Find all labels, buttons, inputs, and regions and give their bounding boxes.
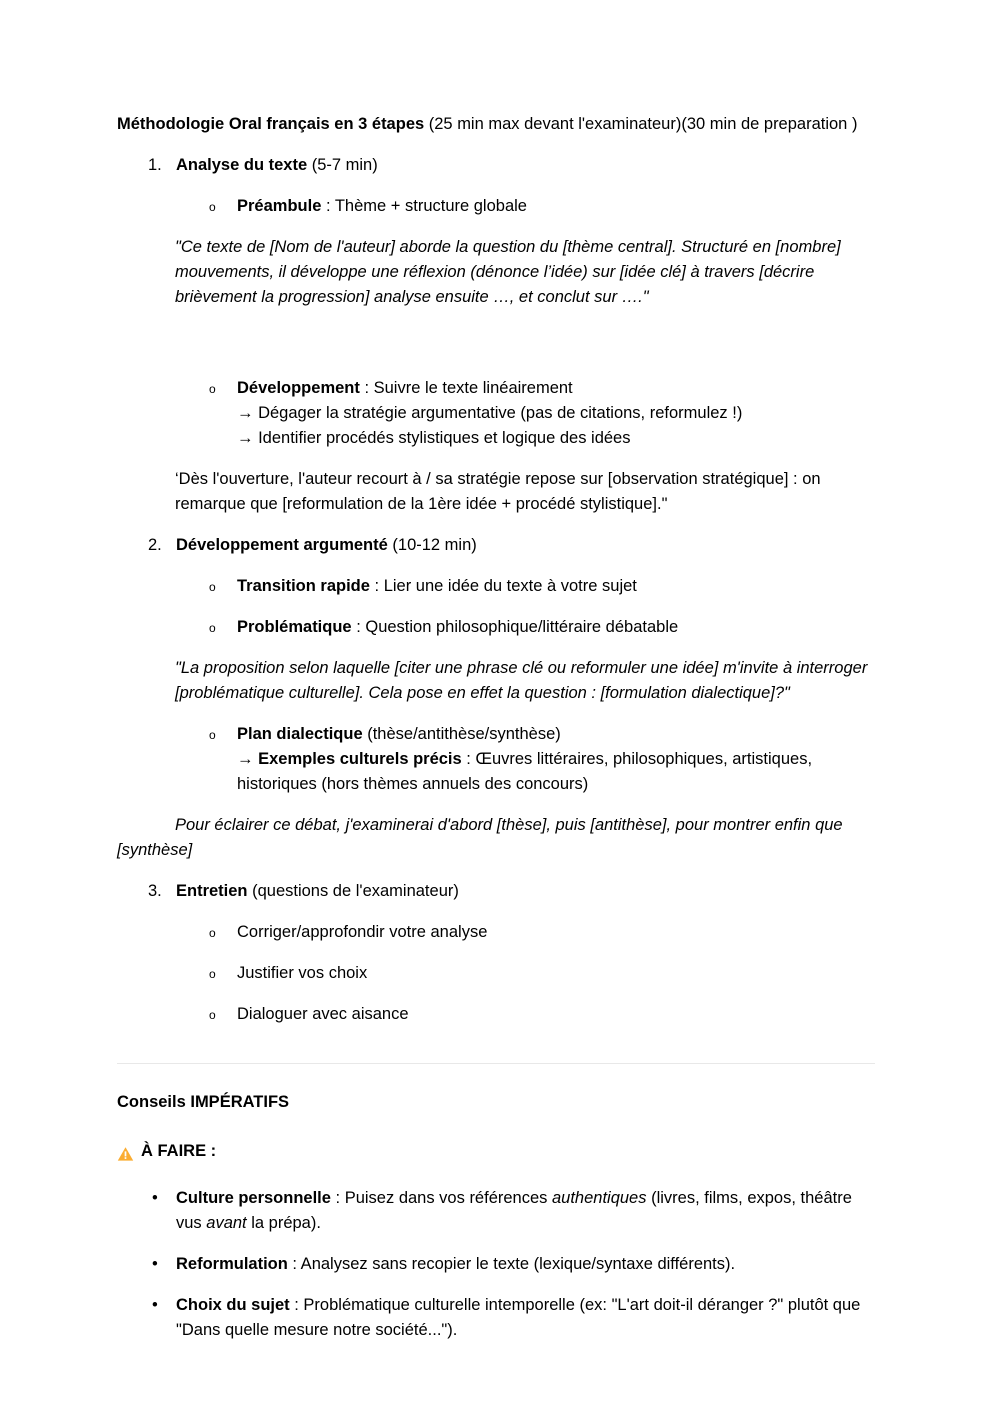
conseil-item-choix-sujet-bold: Choix du sujet <box>176 1296 290 1314</box>
step-3-sub-justifier <box>117 961 875 986</box>
conseil-item-choix-sujet-part1: : Problématique culturelle intemporelle (ex: "L'art doit-il déranger ?" plutôt que "Dans quelle mesure notre société..."). <box>176 1296 861 1339</box>
warning-triangle-icon <box>117 1145 134 1161</box>
examples-culturels-line <box>237 747 875 797</box>
page-title-rest: (25 min max devant l'examinateur)(30 min de preparation ) <box>424 115 858 133</box>
step-1-detail: (5-7 min) <box>307 156 378 174</box>
circle-bullet-icon: o <box>209 382 216 396</box>
step-2-sub-problematique <box>117 615 875 640</box>
conseil-item-culture-part2: (livres, films, expos, théâtre vus <box>176 1189 852 1232</box>
step-3-detail: (questions de l'examinateur) <box>247 882 459 900</box>
step-2-number: 2. <box>148 536 162 554</box>
step-1-sub-developpement-label: Développement <box>237 379 360 397</box>
quote-problematique-model: "La proposition selon laquelle [citer une phrase clé ou reformuler une idée] m'invite à interroger [problématique culturelle]. Cela pose en effet la question : [formulation dialectique]?" <box>175 659 868 702</box>
disc-bullet-icon: • <box>152 1255 158 1273</box>
conseil-item-culture-italic2: avant <box>206 1214 247 1232</box>
examples-culturels-rest: : Œuvres littéraires, philosophiques, artistiques, historiques (hors thèmes annuels des concours) <box>237 750 813 793</box>
disc-bullet-icon: • <box>152 1189 158 1207</box>
quote-preambule-model: "Ce texte de [Nom de l'auteur] aborde la question du [thème central]. Structuré en [nombre] mouvements, il développe une réflexion (dénonce l’idée) sur [idée clé] à travers [décrire brièvement la progression] analyse ensuite …, et conclut sur …." <box>175 238 841 306</box>
circle-bullet-icon: o <box>209 967 216 981</box>
step-2-sub-transition <box>117 574 875 599</box>
a-faire-label: À FAIRE : <box>141 1142 217 1160</box>
circle-bullet-icon: o <box>209 200 216 214</box>
step-1-label: Analyse du texte <box>176 156 308 174</box>
step-1-sub-preambule-detail: : Thème + structure globale <box>321 197 527 215</box>
circle-bullet-icon: o <box>209 621 216 635</box>
a-faire-heading <box>117 1139 875 1164</box>
step-2-detail: (10-12 min) <box>387 536 477 554</box>
step-3-sub-justifier-detail: Justifier vos choix <box>237 964 368 982</box>
spacer <box>117 326 875 360</box>
conseil-item-culture-bold: Culture personnelle <box>176 1189 331 1207</box>
step-2-sub-transition-detail: : Lier une idée du texte à votre sujet <box>369 577 637 595</box>
conseil-item-culture <box>117 1186 875 1236</box>
conseil-item-choix-sujet <box>117 1293 875 1343</box>
arrow-glyph-icon: → <box>237 750 259 768</box>
step-3-label: Entretien <box>176 882 248 900</box>
step-2-sub-transition-label: Transition rapide <box>237 577 370 595</box>
step-1-arrow-1: → Dégager la stratégie argumentative (pas de citations, reformulez !) <box>237 404 743 422</box>
examples-culturels-bold: Exemples culturels précis <box>258 750 462 768</box>
step-2-label: Développement argumenté <box>176 536 388 554</box>
quote-plan-model: Pour éclairer ce débat, j'examinerai d'abord [thèse], puis [antithèse], pour montrer enfin que [synthèse] <box>117 816 843 859</box>
step-3-sub-corriger <box>117 920 875 945</box>
step-1-sub-developpement-detail: : Suivre le texte linéairement <box>359 379 573 397</box>
page-title-bold: Méthodologie Oral français en 3 étapes <box>117 115 425 133</box>
step-1 <box>117 153 875 178</box>
circle-bullet-icon: o <box>209 1008 216 1022</box>
step-2-sub-plan-detail: (thèse/antithèse/synthèse) <box>362 725 561 743</box>
circle-bullet-icon: o <box>209 926 216 940</box>
conseil-item-reformulation-bold: Reformulation <box>176 1255 288 1273</box>
step-2 <box>117 533 875 558</box>
step-3-number: 3. <box>148 882 162 900</box>
conseil-item-reformulation-part1: : Analysez sans recopier le texte (lexique/syntaxe différents). <box>287 1255 736 1273</box>
conseil-item-reformulation <box>117 1252 875 1277</box>
step-2-sub-plan <box>117 722 875 797</box>
step-1-sub-preambule <box>117 194 875 219</box>
circle-bullet-icon: o <box>209 580 216 594</box>
step-3-sub-corriger-detail: Corriger/approfondir votre analyse <box>237 923 488 941</box>
quote-developpement-model: ‘Dès l'ouverture, l'auteur recourt à / sa stratégie repose sur [observation stratégique] : on remarque que [reformulation de la 1ère idée + procédé stylistique]." <box>175 470 821 513</box>
step-3-sub-dialoguer-detail: Dialoguer avec aisance <box>237 1005 409 1023</box>
step-3-sub-dialoguer <box>117 1002 875 1027</box>
conseil-item-culture-part3: la prépa). <box>246 1214 321 1232</box>
step-2-sub-problematique-detail: : Question philosophique/littéraire débatable <box>351 618 679 636</box>
step-1-arrow-2: → Identifier procédés stylistiques et logique des idées <box>237 429 631 447</box>
step-1-sub-developpement <box>117 376 875 451</box>
page-title <box>117 112 875 137</box>
step-2-sub-plan-label: Plan dialectique <box>237 725 363 743</box>
step-2-sub-problematique-label: Problématique <box>237 618 352 636</box>
section-divider <box>117 1063 875 1064</box>
conseil-item-culture-italic1: authentiques <box>551 1189 647 1207</box>
document-body <box>117 112 875 1359</box>
step-1-sub-preambule-label: Préambule <box>237 197 322 215</box>
circle-bullet-icon: o <box>209 728 216 742</box>
step-3 <box>117 879 875 904</box>
disc-bullet-icon: • <box>152 1296 158 1314</box>
conseils-heading: Conseils IMPÉRATIFS <box>117 1093 290 1111</box>
step-1-number: 1. <box>148 156 162 174</box>
conseil-item-culture-part1: : Puisez dans vos références <box>330 1189 552 1207</box>
